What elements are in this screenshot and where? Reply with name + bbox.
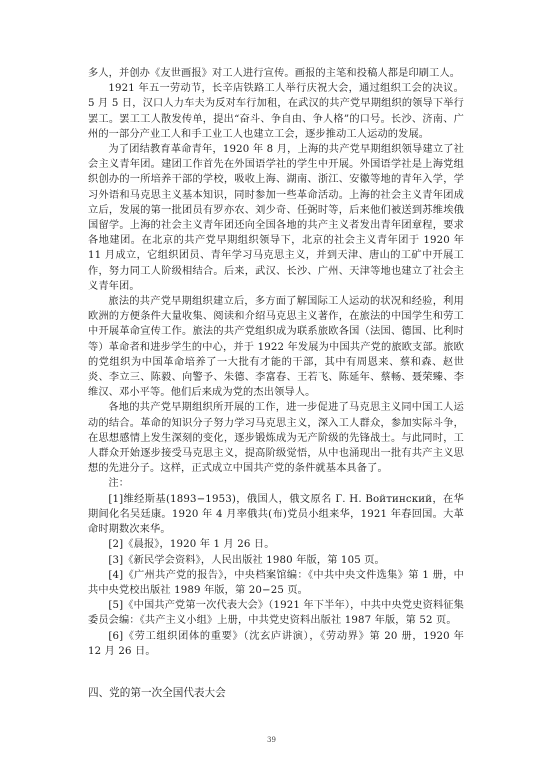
footnote-3: [3]《新民学会资料》，人民出版社 1980 年版，第 105 页。	[108, 554, 385, 566]
section-heading: 四、党的第一次全国代表大会	[88, 687, 226, 699]
paragraph-youth-league: 为了团结教育革命青年，1920 年 8 月，上海的共产党早期组织领导建立了社会主义青年团。建团工作首先在外国语学社的学生中开展。外国语学社是上海党组织创办的一所培养干部的学校，吸收上海、湖南、浙江、安徽等地的青年入学，学习外语和马克思主义基本知识，同时参加一些革命活动。上海的社会主义青年团成立后，发展的第一批团员有罗亦农、刘少奇、任弼时等，后来他们被送到苏维埃俄国留学。上海的社会主义青年团还向全国各地的共产主义者发出青年团章程，要求各地建团。在北京的共产党早期组织领导下，北京的社会主义青年团于 1920 年 11 月成立，它组织团员、青年学习马克思主义，并到天津、唐山的工矿中开展工作，努力同工人阶级相结合。后来，武汉、长沙、广州、天津等地也建立了社会主义青年团。	[88, 144, 464, 292]
document-body	[88, 66, 464, 659]
page-number: 39	[267, 736, 276, 744]
notes-label: 注：	[108, 478, 130, 490]
paragraph-france-group: 旅法的共产党早期组织建立后，多方面了解国际工人运动的状况和经验，利用欧洲的方便条件大量收集、阅读和介绍马克思主义著作，在旅法的中国学生和劳工中开展革命宣传工作。旅法的共产党组织成为联系旅欧各国（法国、德国、比利时等）革命者和进步学生的中心，并于 1922 年发展为中国共产党的旅欧支部。旅欧的党组织为中国革命培养了一大批有才能的干部，其中有周恩来、蔡和森、赵世炎、李立三、陈毅、向警予、朱德、李富春、王若飞、陈延年、蔡畅、聂荣臻、李维汉、邓小平等。他们后来成为党的杰出领导人。	[88, 296, 464, 399]
footnote-1: [1]维经斯基(1893−1953)，俄国人，俄文原名 Г. Н. Войтинский，在华期间化名吴廷康。1920 年 4 月率俄共(布)党员小组来华，1921 年春回国。大革命时期数次来华。	[88, 493, 464, 536]
footnote-2: [2]《晨报》，1920 年 1 月 26 日。	[108, 539, 275, 551]
paragraph-labor-day: 1921 年五一劳动节，长辛店铁路工人举行庆祝大会，通过组织工会的决议。5 月 5 日，汉口人力车夫为反对车行加租，在武汉的共产党早期组织的领导下举行罢工。罢工工人散发传单，提出“奋斗、争自由、争人格”的口号。长沙、济南、广州的一部分产业工人和手工业工人也建立工会，逐步推动工人运动的发展。	[88, 83, 464, 140]
paragraph-continuation: 多人，并创办《友世画报》对工人进行宣传。画报的主笔和投稿人都是印刷工人。	[88, 68, 461, 79]
footnote-6: [6]《劳工组织团体的重要》（沈玄庐讲演），《劳动界》第 20 册，1920 年 12 月 26 日。	[88, 630, 464, 657]
paragraph-conclusion: 各地的共产党早期组织所开展的工作，进一步促进了马克思主义同中国工人运动的结合。革命的知识分子努力学习马克思主义，深入工人群众，参加实际斗争，在思想感情上发生深刻的变化，逐步锻炼成为无产阶级的先锋战士。与此同时，工人群众开始逐步接受马克思主义，提高阶级觉悟，从中也涌现出一批有共产主义思想的先进分子。这样，正式成立中国共产党的条件就基本具备了。	[88, 402, 464, 475]
footnote-5: [5]《中国共产党第一次代表大会》（1921 年下半年），中共中央党史资料征集委员会编：《共产主义小组》上册，中共党史资料出版社 1987 年版，第 52 页。	[88, 600, 464, 627]
footnote-4: [4]《广州共产党的报告》，中央档案馆编：《中共中央文件选集》第 1 册，中共中央党校出版社 1989 年版，第 20−25 页。	[88, 569, 464, 596]
